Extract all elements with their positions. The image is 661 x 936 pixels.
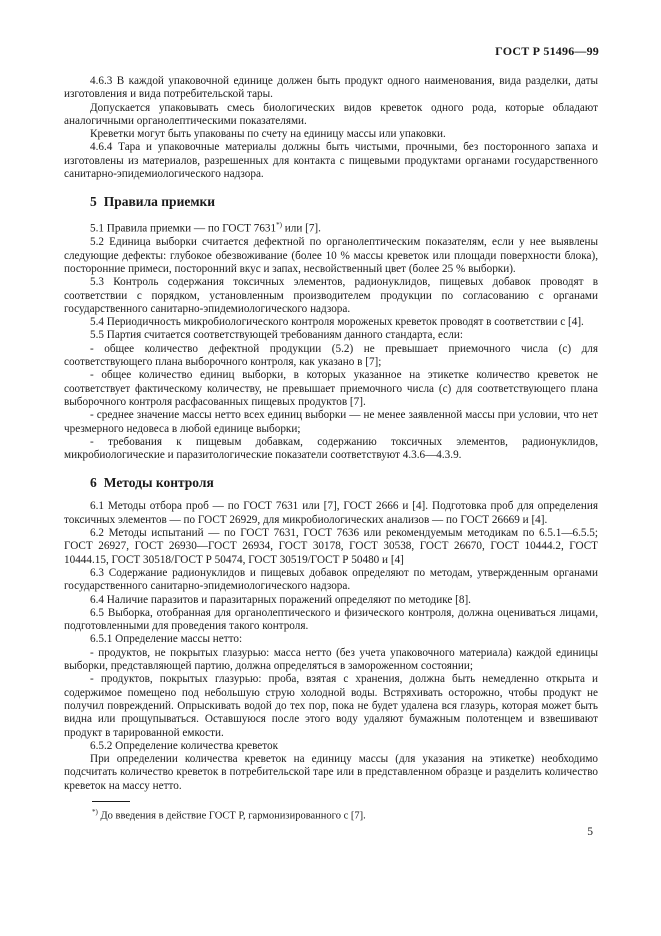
paragraph-6-1: 6.1 Методы отбора проб — по ГОСТ 7631 или [7], ГОСТ 2666 и [4]. Подготовка проб для определения токсичных элементов — по ГОСТ 26929, для микробиологических анализов — по ГОСТ 26669 и [4].: [64, 500, 598, 526]
paragraph-6-5: 6.5 Выборка, отобранная для органолептического и физического контроля, должна оцениваться лицами, подготовленными для проведения такого контроля.: [64, 606, 598, 633]
paragraph-6-3: 6.3 Содержание радионуклидов и пищевых добавок определяют по методам, утвержденным органами государственного санитарно-эпидемиологического надзора.: [64, 566, 598, 593]
list-item-5-5-d: - требования к пищевым добавкам, содержанию токсичных элементов, радионуклидов, микробиологические и паразитологические показатели соответствуют 4.3.6—4.3.9.: [64, 435, 598, 462]
paragraph-mix-species: Допускается упаковывать смесь биологических видов креветок одного рода, которые обладают аналогичными органолептическими показателями.: [64, 101, 598, 127]
list-item-5-5-a: - общее количество дефектной продукции (5.2) не превышает приемочного числа (c) для соответствующего плана выборочного контроля, как указано в [7];: [64, 342, 598, 369]
document-header: ГОСТ Р 51496—99: [495, 44, 599, 58]
footnote-mark: *): [92, 808, 98, 816]
section-6-title: Методы контроля: [103, 475, 214, 491]
footnote-text: До введения в действие ГОСТ Р, гармонизированного с [7].: [97, 810, 366, 822]
document-body: [64, 75, 598, 793]
paragraph-5-1-text: 5.1 Правила приемки — по ГОСТ 7631: [90, 223, 277, 236]
page-number: 5: [587, 826, 593, 838]
paragraph-6-4: 6.4 Наличие паразитов и паразитарных поражений определяют по методике [8].: [90, 593, 471, 606]
list-item-5-5-c: - среднее значение массы нетто всех единиц выборки — не менее заявленной массы при условии, что нет чрезмерного недовеса в любой единице выборки;: [64, 409, 598, 435]
list-item-6-5-1-b: - продуктов, покрытых глазурью: проба, взятая с хранения, должна быть немедленно открыта и содержимое помещено под небольшую струю холодной воды. Встряхивать осторожно, чтобы продукт не получил повреждений. Опрыскивать водой до тех пор, пока не будет удалена вся глазурь, которая может быть видна или прощупываться. Оставшуюся после этого воду удаляют бумажным полотенцем и взвешивают продукт в тарированной емкости.: [64, 673, 598, 739]
paragraph-4-6-4: 4.6.4 Тара и упаковочные материалы должны быть чистыми, прочными, без посторонного запаха и изготовлены из материалов, разрешенных для контакта с пищевыми продуктами органами государственного санитарно-эпидемиологического надзора.: [64, 141, 598, 181]
list-item-5-5-b: - общее количество единиц выборки, в которых указанное на этикетке количество креветок не соответствует фактическому количеству, не превышает приемочного числа (c) для соответствующего плана выборочного контроля расфасованных пищевых продуктов [7].: [64, 369, 598, 408]
paragraph-5-1: [64, 219, 598, 236]
list-item-6-5-1-a: - продуктов, не покрытых глазурью: масса нетто (без учета упаковочного материала) каждой единицы выборки, представляющей партию, должна определяться в замороженном состоянии;: [64, 646, 598, 673]
paragraph-6-5-1: 6.5.1 Определение массы нетто:: [90, 633, 243, 646]
footnote-reference: *): [276, 221, 282, 230]
paragraph-5-1-tail: или [7].: [281, 223, 321, 236]
footnote: [92, 806, 592, 823]
paragraph-5-5: 5.5 Партия считается соответствующей требованиям данного стандарта, если:: [90, 329, 463, 342]
section-6-heading: [64, 475, 598, 491]
paragraph-6-5-2-text: При определении количества креветок на единицу массы (для указания на этикетке) необходимо подсчитать количество креветок в потребительской таре или в представленном образце и разделить количество креветок на массу нетто.: [64, 753, 598, 792]
paragraph-6-2: 6.2 Методы испытаний — по ГОСТ 7631, ГОСТ 7636 или рекомендуемым методикам по 6.5.1—6.5.5; ГОСТ 26927, ГОСТ 26930—ГОСТ 26934, ГОСТ 30178, ГОСТ 30538, ГОСТ 26670, ГОСТ 10444.2, ГОСТ 10444.15, ГОСТ 30518/ГОСТ Р 50474, ГОСТ 30519/ГОСТ Р 50480 и [4]: [64, 527, 598, 566]
footnote-divider: [92, 801, 130, 802]
section-5-title: Правила приемки: [103, 194, 216, 210]
paragraph-4-6-3: 4.6.3 В каждой упаковочной единице должен быть продукт одного наименования, вида разделки, даты изготовления и вида потребительской тары.: [64, 75, 598, 101]
paragraph-5-2: 5.2 Единица выборки считается дефектной по органолептическим показателям, если у нее выявлены следующие дефекты: глубокое обезвоживание (более 10 % массы креветок или площади поверхности блока), посторонние примеси, посторонний вкус и запах, несвойственный цвет (более 25 % выборки).: [64, 236, 598, 275]
section-5-heading: [64, 194, 598, 210]
paragraph-6-5-2: 6.5.2 Определение количества креветок: [90, 739, 279, 752]
paragraph-count-packing: Креветки могут быть упакованы по счету на единицу массы или упаковки.: [90, 128, 446, 141]
section-6-number: 6: [90, 475, 97, 491]
section-5-number: 5: [90, 194, 97, 210]
paragraph-5-3: 5.3 Контроль содержания токсичных элементов, радионуклидов, пищевых добавок проводят в соответствии с порядком, установленным производителем продукции по согласованию с органами государственного санитарно-эпидемиологического надзора.: [64, 276, 598, 315]
paragraph-5-4: 5.4 Периодичность микробиологического контроля мороженых креветок проводят в соответствии с [4].: [90, 316, 584, 329]
